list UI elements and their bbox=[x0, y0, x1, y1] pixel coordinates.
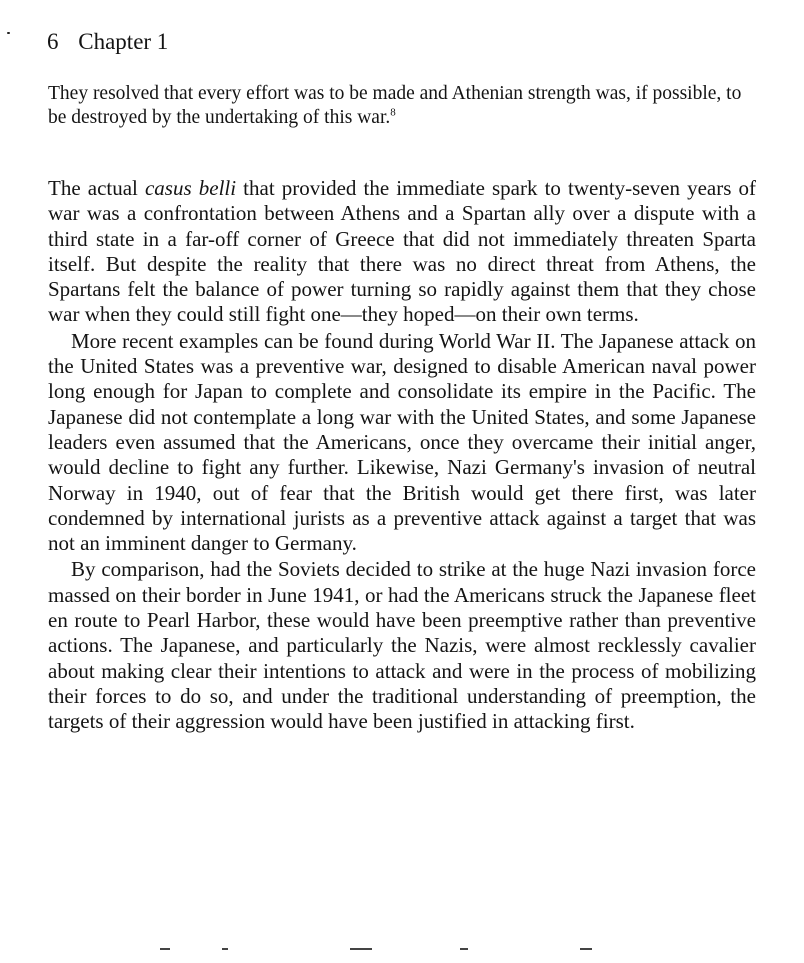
paragraph-comparison: By comparison, had the Soviets decided to strike at the huge Nazi invasion force massed on their border in June 1941, or had the Americans struck the Japanese fleet en route to Pearl Harbor, these would have been preemptive rather than preventive actions. The Japanese, and particularly the Nazis, were almost recklessly cavalier about making clear their intentions to attack and were in the process of mobilizing their forces to do so, and under the traditional understanding of preemption, the targets of their aggression would have been justified in attacking first. bbox=[48, 557, 756, 734]
block-quote bbox=[48, 82, 760, 130]
cut-off-next-line bbox=[160, 946, 640, 952]
paragraph-1-rest: that provided the immediate spark to twenty-seven years of war was a confrontation between Athens and a Spartan ally over a dispute with a third state in a far-off corner of Greece that did not immediately threaten Sparta itself. But despite the reality that there was no direct threat from Athens, the Spartans felt the balance of power turning so rapidly against them that they chose war when they could still fight one—they hoped—on their own terms. bbox=[48, 176, 756, 327]
paragraph-1-start: The actual bbox=[48, 176, 145, 200]
scan-mark bbox=[160, 948, 170, 950]
scan-mark bbox=[222, 948, 228, 950]
chapter-title: Chapter 1 bbox=[78, 29, 169, 54]
scan-mark bbox=[580, 948, 592, 950]
paragraph-world-war-ii: More recent examples can be found during World War II. The Japanese attack on the United States was a preventive war, designed to disable American naval power long enough for Japan to complete and consolidate its empire in the Pacific. The Japanese did not contemplate a long war with the United States, and some Japanese leaders even assumed that the Americans, once they overcame their initial anger, would decline to fight any further. Likewise, Nazi Germany's invasion of neutral Norway in 1940, out of fear that the British would get there first, was later condemned by international jurists as a preventive attack against a target that was not an imminent danger to Germany. bbox=[48, 328, 756, 556]
scan-mark bbox=[350, 948, 372, 950]
body-text bbox=[48, 176, 756, 735]
italic-phrase: casus belli bbox=[144, 176, 237, 200]
footnote-marker: 8 bbox=[390, 106, 396, 119]
scan-speck bbox=[7, 32, 10, 34]
scan-mark bbox=[460, 948, 468, 950]
page-number: 6 bbox=[47, 29, 59, 54]
paragraph-casus-belli bbox=[48, 176, 756, 328]
running-header bbox=[47, 28, 168, 56]
quote-text: They resolved that every effort was to be made and Athenian strength was, if possible, to be destroyed by the undertaking of this war. bbox=[48, 83, 742, 128]
